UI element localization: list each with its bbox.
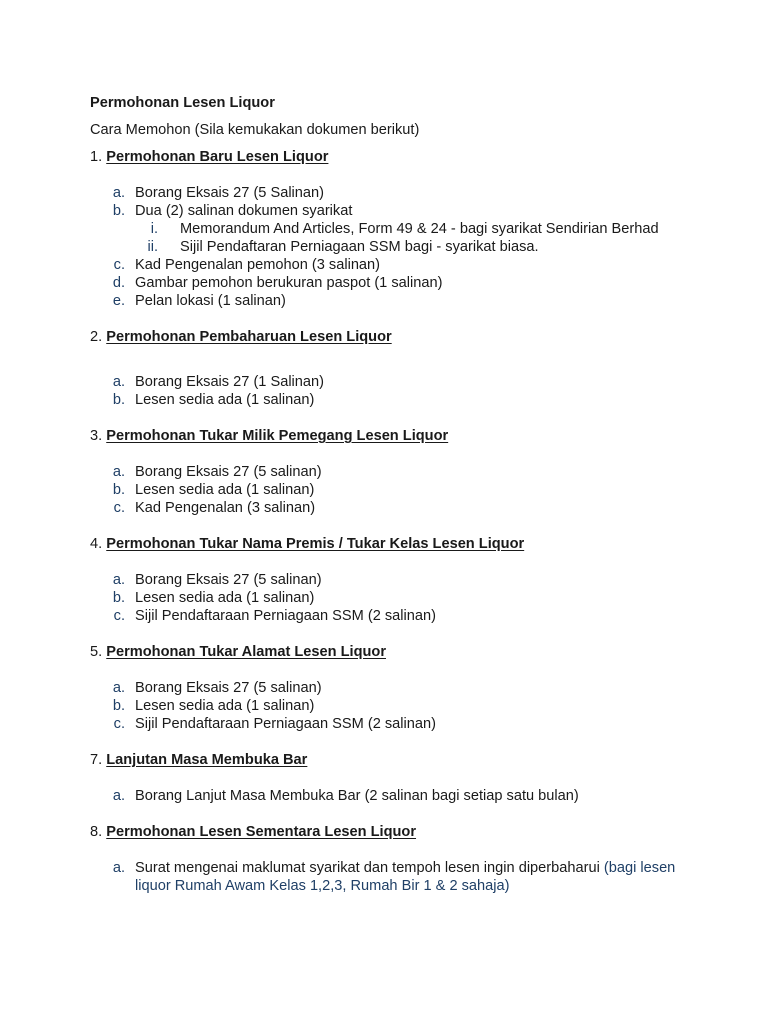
list-item-note: (bagi lesen liquor Rumah Awam Kelas 1,2,3, Rumah Bir 1 & 2 sahaja) (135, 860, 676, 894)
section-2-heading (90, 328, 690, 346)
list-item-text: Surat mengenai maklumat syarikat dan tempoh lesen ingin diperbaharui (135, 860, 600, 876)
sub-list-item (90, 238, 690, 256)
section-number: 1. (90, 149, 103, 165)
list-item (90, 256, 690, 274)
list-item-text: Lesen sedia ada (1 salinan) (135, 698, 315, 714)
section-7-heading (90, 751, 690, 769)
list-item (90, 571, 690, 589)
list-item (90, 499, 690, 517)
list-marker: b. (112, 590, 125, 606)
list-item (90, 292, 690, 310)
list-marker: b. (112, 392, 125, 408)
section-title: Permohonan Tukar Nama Premis / Tukar Kelas Lesen Liquor (106, 536, 525, 552)
section-number: 8. (90, 824, 103, 840)
list-item-text: Dua (2) salinan dokumen syarikat (135, 203, 353, 219)
list-item-text: Memorandum And Articles, Form 49 & 24 - bagi syarikat Sendirian Berhad (180, 221, 659, 237)
section-3-heading (90, 427, 690, 445)
intro-text: Cara Memohon (Sila kemukakan dokumen berikut) (90, 122, 420, 138)
section-5-heading (90, 643, 690, 661)
section-title: Permohonan Pembaharuan Lesen Liquor (106, 329, 392, 345)
list-item-text: Kad Pengenalan pemohon (3 salinan) (135, 257, 381, 273)
list-item-text: Sijil Pendaftaraan Perniagaan SSM (2 salinan) (135, 716, 436, 732)
list-marker: b. (112, 203, 125, 219)
section-number: 7. (90, 752, 103, 768)
list-marker: b. (112, 482, 125, 498)
section-8-heading (90, 823, 690, 841)
section-3-list (90, 463, 690, 517)
list-marker: c. (113, 257, 125, 273)
list-item-text: Borang Eksais 27 (1 Salinan) (135, 374, 325, 390)
list-item (90, 274, 690, 292)
sub-list-item (90, 220, 690, 238)
section-1-list (90, 184, 690, 310)
list-marker: a. (112, 464, 125, 480)
list-item-text: Borang Eksais 27 (5 salinan) (135, 680, 322, 696)
document-title: Permohonan Lesen Liquor (90, 95, 275, 111)
list-item (90, 859, 690, 895)
list-marker: i. (150, 221, 158, 237)
list-marker: a. (112, 572, 125, 588)
sub-list (135, 220, 690, 256)
list-marker: a. (112, 680, 125, 696)
list-marker: a. (112, 185, 125, 201)
list-item-text: Borang Lanjut Masa Membuka Bar (2 salinan bagi setiap satu bulan) (135, 788, 579, 804)
list-item (90, 391, 690, 409)
list-item-text: Sijil Pendaftaran Perniagaan SSM bagi - syarikat biasa. (180, 239, 539, 255)
section-2-list (90, 373, 690, 409)
list-item (90, 589, 690, 607)
section-title: Permohonan Tukar Alamat Lesen Liquor (106, 644, 386, 660)
list-marker: c. (113, 500, 125, 516)
list-item (90, 463, 690, 481)
list-item (90, 184, 690, 202)
list-marker: c. (113, 608, 125, 624)
list-item-text: Lesen sedia ada (1 salinan) (135, 482, 315, 498)
list-item-text: Pelan lokasi (1 salinan) (135, 293, 286, 309)
list-item (90, 715, 690, 733)
section-number: 5. (90, 644, 103, 660)
section-4-list (90, 571, 690, 625)
list-marker: a. (112, 374, 125, 390)
section-title: Lanjutan Masa Membuka Bar (106, 752, 308, 768)
list-item-text: Borang Eksais 27 (5 salinan) (135, 572, 322, 588)
list-item (90, 679, 690, 697)
list-item (90, 202, 690, 256)
list-item-text: Borang Eksais 27 (5 salinan) (135, 464, 322, 480)
section-title: Permohonan Baru Lesen Liquor (106, 149, 329, 165)
section-4-heading (90, 535, 690, 553)
list-item (90, 697, 690, 715)
section-number: 2. (90, 329, 103, 345)
list-marker: a. (112, 860, 125, 876)
list-item-text: Lesen sedia ada (1 salinan) (135, 590, 315, 606)
section-title: Permohonan Tukar Milik Pemegang Lesen Liquor (106, 428, 449, 444)
section-5-list (90, 679, 690, 733)
list-item (90, 481, 690, 499)
list-item-text: Kad Pengenalan (3 salinan) (135, 500, 316, 516)
list-item-text: Sijil Pendaftaraan Perniagaan SSM (2 salinan) (135, 608, 436, 624)
list-marker: c. (113, 716, 125, 732)
list-item-text: Lesen sedia ada (1 salinan) (135, 392, 315, 408)
document-body (90, 94, 690, 913)
list-item (90, 373, 690, 391)
list-marker: b. (112, 698, 125, 714)
section-number: 4. (90, 536, 103, 552)
list-item-text: Gambar pemohon berukuran paspot (1 salinan) (135, 275, 443, 291)
section-7-list (90, 787, 690, 805)
list-item (90, 787, 690, 805)
section-number: 3. (90, 428, 103, 444)
list-marker: d. (112, 275, 125, 291)
section-1-heading (90, 148, 690, 166)
list-marker: e. (112, 293, 125, 309)
list-item-text: Borang Eksais 27 (5 Salinan) (135, 185, 325, 201)
list-marker: a. (112, 788, 125, 804)
section-8-list (90, 859, 690, 895)
list-marker: ii. (147, 239, 158, 255)
list-item (90, 607, 690, 625)
section-title: Permohonan Lesen Sementara Lesen Liquor (106, 824, 417, 840)
